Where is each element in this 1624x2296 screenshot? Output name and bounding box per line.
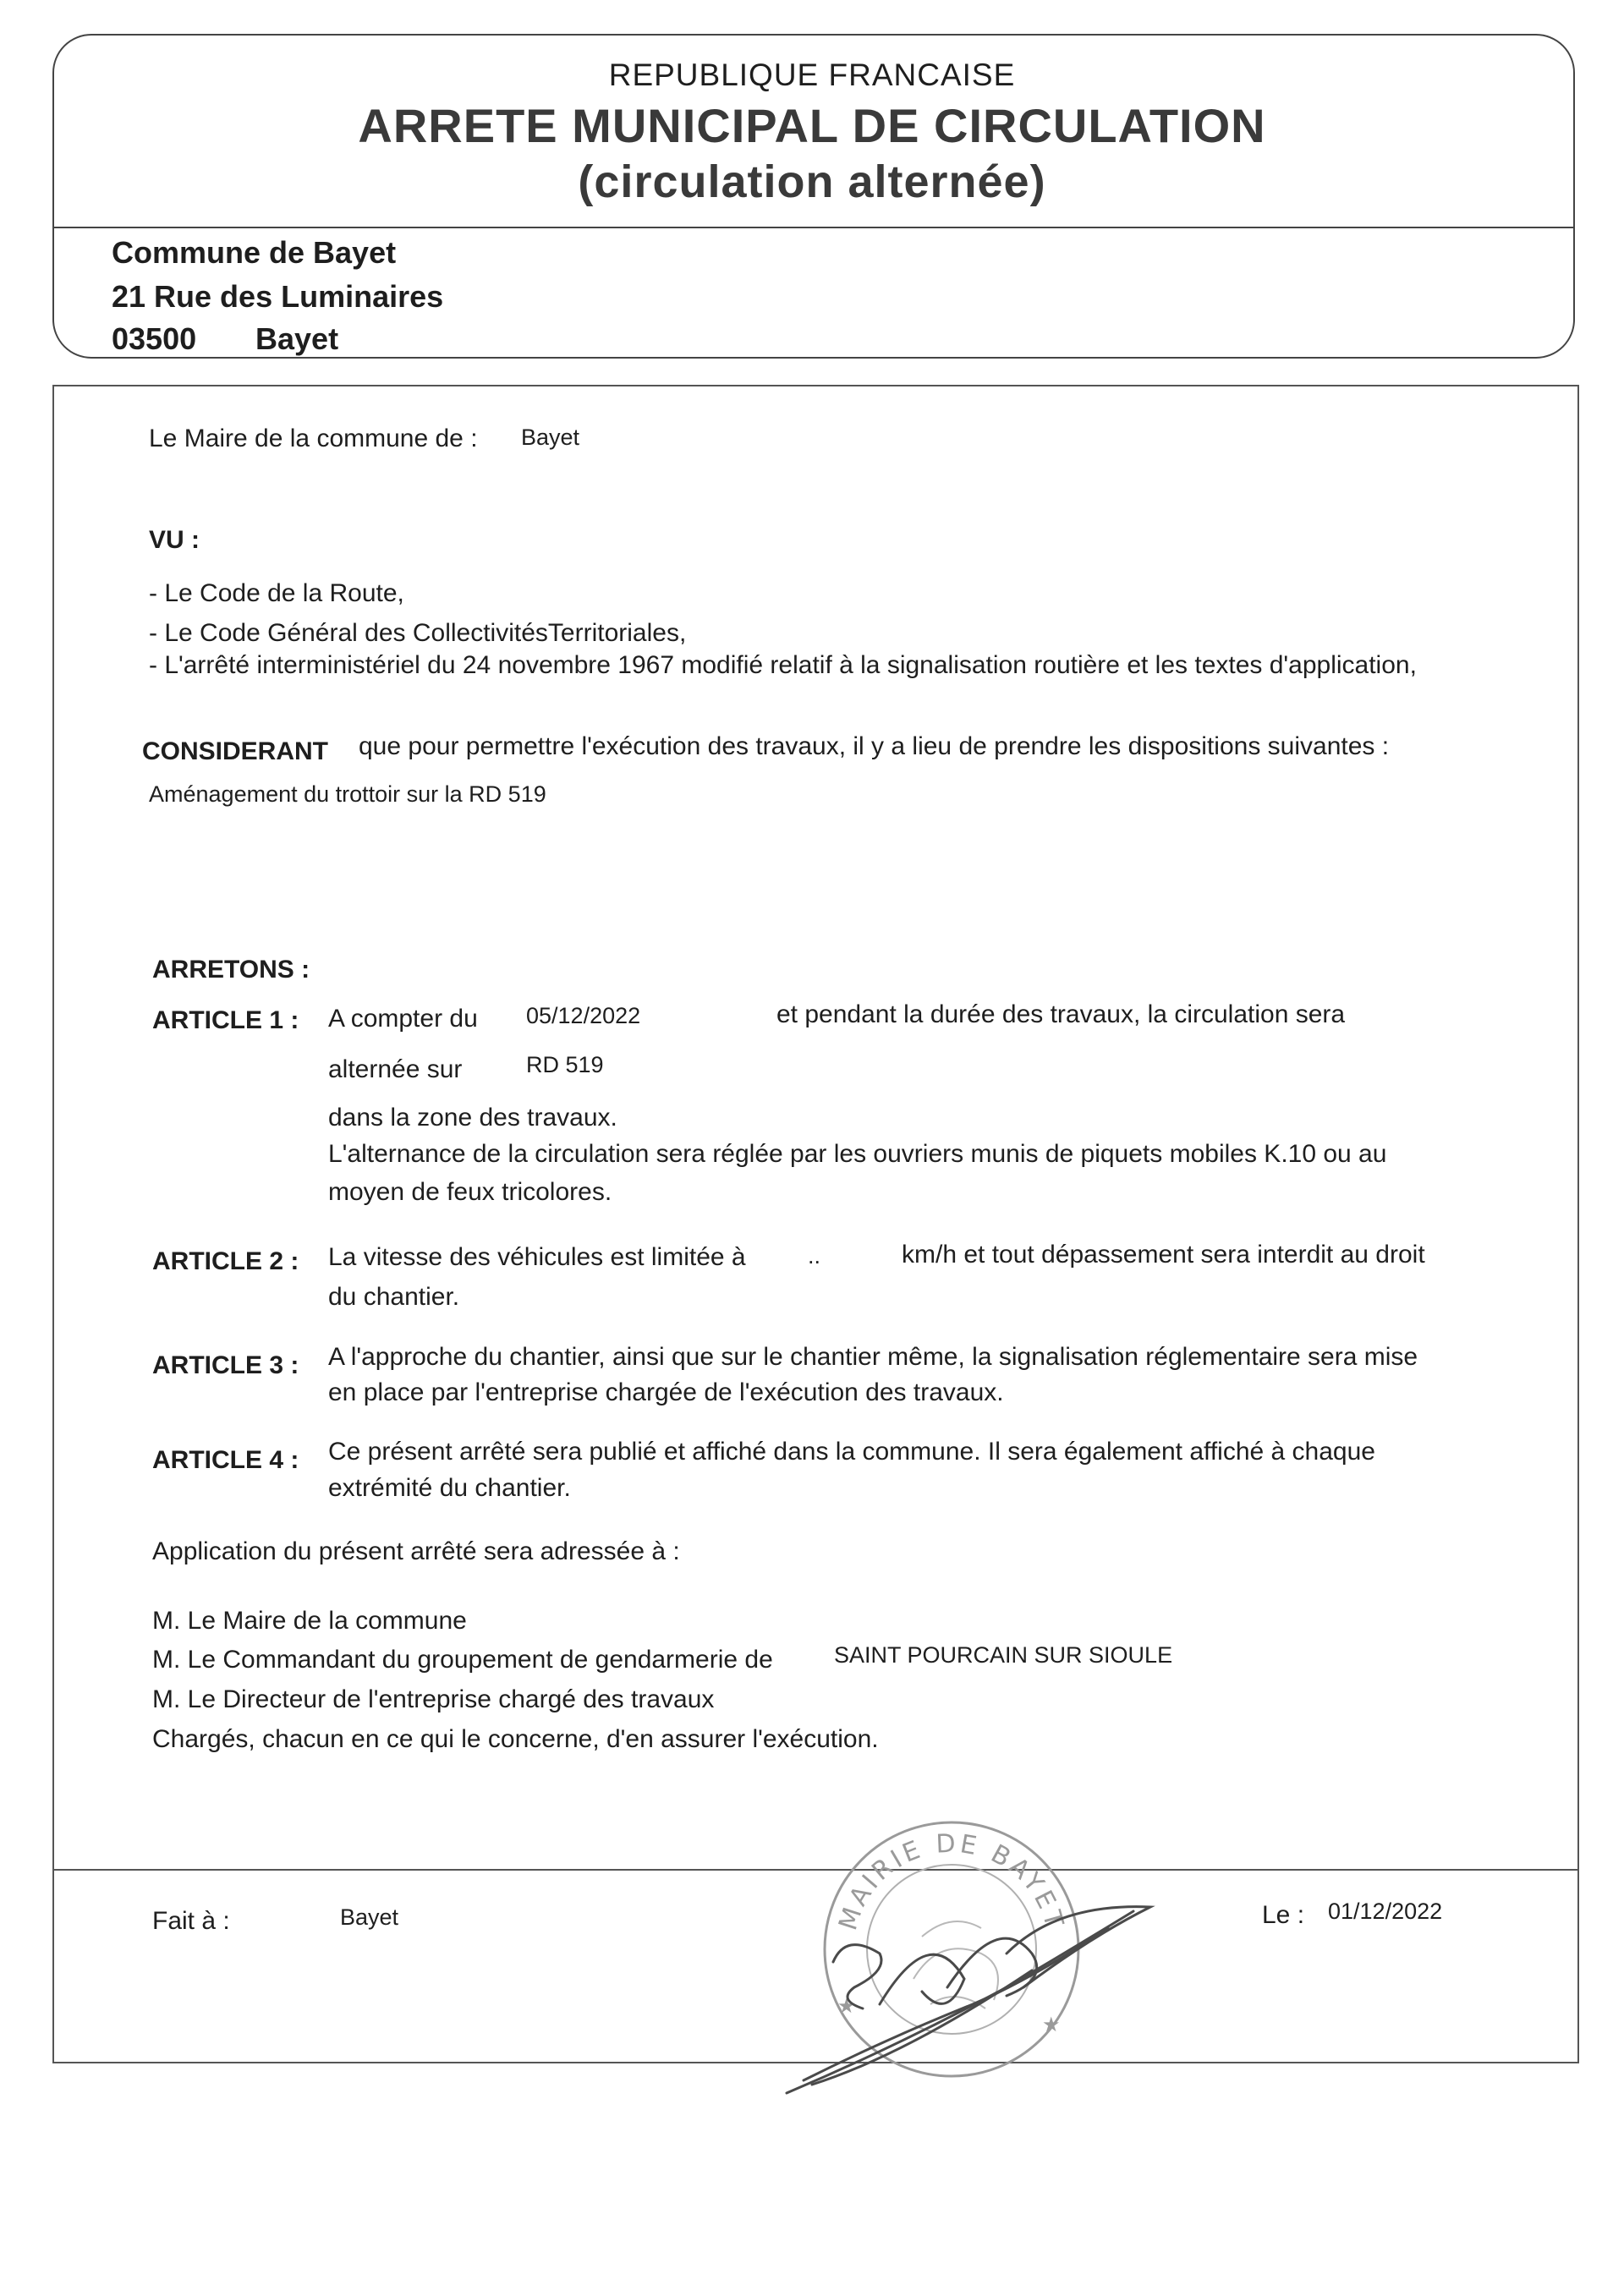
application-heading: Application du présent arrêté sera adressée à :: [152, 1537, 680, 1565]
article-1-pendant: et pendant la durée des travaux, la circulation sera: [776, 1000, 1346, 1028]
svg-text:★: ★: [1042, 2013, 1061, 2036]
article-2-label: ARTICLE 2 :: [152, 1247, 299, 1275]
recipient-directeur: M. Le Directeur de l'entreprise chargé des travaux: [152, 1685, 715, 1713]
document-subtitle: (circulation alternée): [578, 156, 1046, 207]
article-2-line2: du chantier.: [328, 1283, 460, 1311]
gendarmerie-name: SAINT POURCAIN SUR SIOULE: [834, 1642, 1173, 1668]
maire-label: Le Maire de la commune de :: [149, 425, 478, 452]
article-4-line2: extrémité du chantier.: [328, 1474, 571, 1502]
address-city: Bayet: [255, 321, 339, 356]
article-1-alternee-sur: alternée sur: [328, 1055, 463, 1083]
article-3-line1: A l'approche du chantier, ainsi que sur le chantier même, la signalisation réglementaire sera mise: [328, 1343, 1418, 1371]
document-title: ARRETE MUNICIPAL DE CIRCULATION: [358, 99, 1266, 152]
svg-text:★: ★: [837, 1994, 856, 2018]
article-4-line1: Ce présent arrêté sera publié et affiché dans la commune. Il sera également affiché à chaque: [328, 1438, 1375, 1466]
article-2-text: La vitesse des véhicules est limitée à: [328, 1243, 746, 1271]
vu-item: - L'arrêté interministériel du 24 novembre 1967 modifié relatif à la signalisation routière et les textes d'application,: [149, 651, 1417, 679]
recipient-commandant: M. Le Commandant du groupement de gendarmerie de: [152, 1646, 773, 1674]
address-postcode: 03500: [112, 321, 197, 356]
considerant-text: que pour permettre l'exécution des travaux, il y a lieu de prendre les dispositions suivantes :: [359, 732, 1390, 760]
stamp-text: MAIRIE DE BAYET: [833, 1828, 1070, 1934]
fait-label: Fait à :: [152, 1907, 230, 1935]
article-1-zone: dans la zone des travaux.: [328, 1104, 617, 1132]
article-1-alternance-1: L'alternance de la circulation sera réglée par les ouvriers munis de piquets mobiles K.10 ou au: [328, 1140, 1387, 1168]
article-1-road: RD 519: [526, 1052, 604, 1077]
le-label: Le :: [1262, 1901, 1305, 1929]
le-date: 01/12/2022: [1328, 1899, 1443, 1924]
article-2-speed: ..: [808, 1243, 821, 1269]
article-2-rest: km/h et tout dépassement sera interdit au droit: [902, 1241, 1425, 1269]
arretons-heading: ARRETONS :: [152, 956, 310, 984]
signature: [753, 1852, 1159, 2097]
considerant-label: CONSIDERANT: [142, 737, 329, 765]
header-divider: [52, 227, 1575, 228]
vu-heading: VU :: [149, 526, 200, 554]
article-3-label: ARTICLE 3 :: [152, 1351, 299, 1379]
republique-label: REPUBLIQUE FRANCAISE: [608, 58, 1016, 92]
article-1-a-compter: A compter du: [328, 1005, 478, 1033]
vu-item: - Le Code de la Route,: [149, 579, 404, 607]
vu-item: - Le Code Général des CollectivitésTerritoriales,: [149, 619, 687, 647]
article-4-label: ARTICLE 4 :: [152, 1446, 299, 1474]
article-1-label: ARTICLE 1 :: [152, 1006, 299, 1034]
article-1-alternance-2: moyen de feux tricolores.: [328, 1178, 612, 1206]
fait-place: Bayet: [340, 1904, 399, 1930]
considerant-detail: Aménagement du trottoir sur la RD 519: [149, 781, 546, 807]
article-3-line2: en place par l'entreprise chargée de l'exécution des travaux.: [328, 1378, 1004, 1406]
maire-commune: Bayet: [521, 425, 580, 450]
recipient-maire: M. Le Maire de la commune: [152, 1607, 467, 1635]
address-street: 21 Rue des Luminaires: [112, 279, 444, 314]
charges-text: Chargés, chacun en ce qui le concerne, d'en assurer l'exécution.: [152, 1725, 879, 1753]
article-1-date: 05/12/2022: [526, 1003, 641, 1028]
commune-name: Commune de Bayet: [112, 235, 397, 270]
